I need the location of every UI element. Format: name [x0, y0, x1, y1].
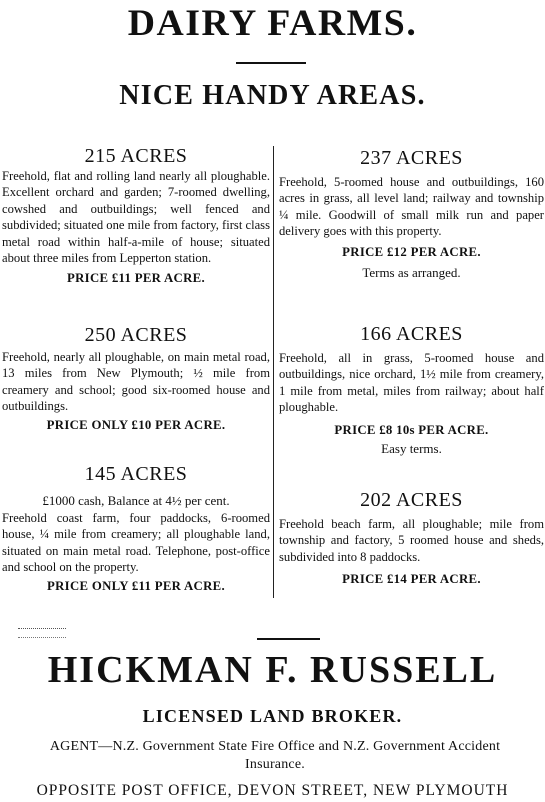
- listing-acres-heading: 237 ACRES: [360, 147, 463, 169]
- heading-divider: [236, 62, 306, 64]
- listing-202-acres: [279, 488, 544, 589]
- listing-description: Freehold, all in grass, 5-roomed house and outbuildings, nice orchard, 1½ mile from creamery, 1 mile from metal, miles from railway; about half ploughable.: [279, 351, 544, 415]
- listing-215-acres: [2, 144, 270, 288]
- listing-price: PRICE ONLY £10 PER ACRE.: [46, 417, 226, 432]
- listing-description: Freehold, 5-roomed house and outbuildings, 160 acres in grass, all level land; railway and township ¼ mile. Goodwill of small milk run and paper delivery goes with this property.: [279, 175, 544, 239]
- listing-terms: Easy terms.: [381, 440, 442, 456]
- listing-acres-heading: 166 ACRES: [360, 323, 463, 345]
- broker-address: OPPOSITE POST OFFICE, DEVON STREET, NEW PLYMOUTH: [36, 782, 509, 799]
- listing-price: PRICE £12 PER ACRE.: [342, 244, 481, 259]
- listing-acres-heading: 250 ACRES: [84, 324, 188, 346]
- broker-name: HICKMAN F. RUSSELL: [47, 649, 498, 691]
- listing-terms: £1000 cash, Balance at 4½ per cent.: [42, 493, 230, 508]
- print-smudge: [18, 628, 66, 638]
- page-subheading: NICE HANDY AREAS.: [119, 80, 426, 111]
- listing-price: PRICE £8 10s PER ACRE.: [334, 422, 489, 437]
- listing-description: Freehold coast farm, four paddocks, 6-roomed house, ¼ mile from creamery; all ploughable land, situated on main metal road. Telephone, post-office and school on the property.: [2, 511, 270, 575]
- listing-acres-heading: 145 ACRES: [84, 463, 188, 485]
- listing-price: PRICE ONLY £11 PER ACRE.: [47, 578, 225, 593]
- listing-250-acres: [2, 323, 270, 435]
- listing-terms: Terms as arranged.: [362, 264, 461, 280]
- listing-237-acres: [279, 146, 544, 282]
- listing-166-acres: [279, 322, 544, 458]
- listing-price: PRICE £11 PER ACRE.: [67, 271, 205, 286]
- listing-description: Freehold beach farm, all ploughable; mile from township and factory, 5 roomed house and sheds, subdivided into 8 paddocks.: [279, 517, 544, 564]
- listing-description: Freehold, flat and rolling land nearly all ploughable. Excellent orchard and garden; 7-roomed dwelling, cowshed and outbuildings; well fenced and subdivided; situated one mile from factory, first class metal road within half-a-mile of house; situated about three miles from Lepperton station.: [2, 169, 270, 266]
- listing-description: Freehold, nearly all ploughable, on main metal road, 13 miles from New Plymouth; ½ mile from creamery and school; good six-roomed house and outbuildings.: [2, 350, 270, 414]
- broker-title: LICENSED LAND BROKER.: [142, 706, 403, 726]
- column-divider: [273, 146, 274, 598]
- page-heading: DAIRY FARMS.: [127, 3, 418, 44]
- agent-line: AGENT—N.Z. Government State Fire Office and N.Z. Government Accident Insurance.: [49, 739, 501, 772]
- listing-acres-heading: 202 ACRES: [360, 489, 463, 511]
- listing-price: PRICE £14 PER ACRE.: [342, 572, 481, 587]
- listing-145-acres: [2, 462, 270, 596]
- listing-acres-heading: 215 ACRES: [84, 145, 188, 167]
- footer-divider: [257, 638, 320, 640]
